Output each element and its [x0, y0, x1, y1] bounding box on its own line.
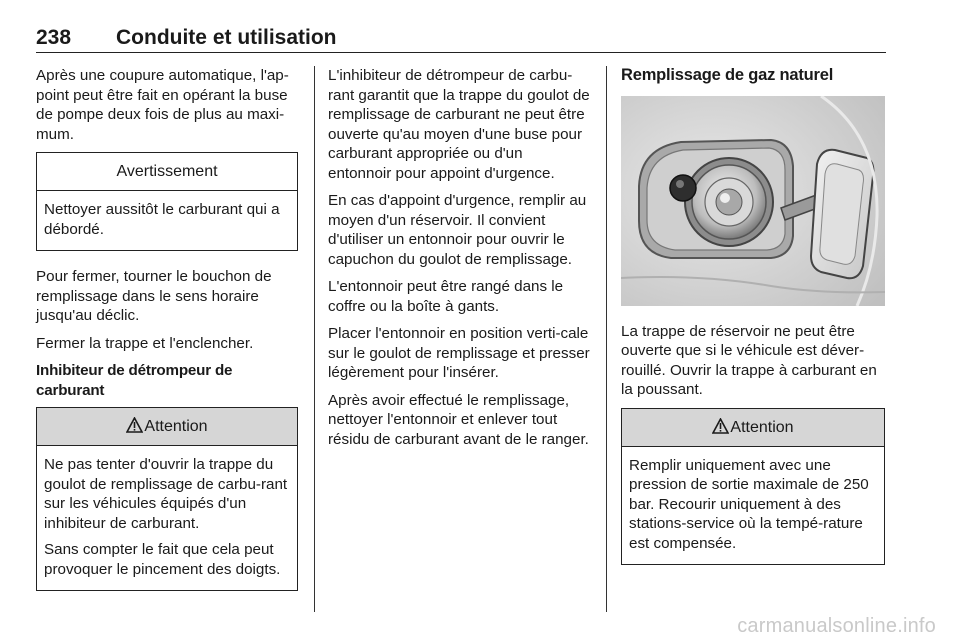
- column-3: [621, 66, 885, 581]
- closing-paragraph: Pour fermer, tourner le bouchon de remplissage dans le sens horaire jusqu'au déclic.: [36, 268, 272, 324]
- page-number: 238: [36, 26, 72, 49]
- warning-box-heading: Avertissement: [37, 153, 297, 191]
- attention-box-gas: [621, 408, 885, 566]
- warning-box-text: Nettoyer aussitôt le carburant qui a débordé.: [44, 201, 280, 238]
- column-divider: [314, 66, 315, 612]
- attention-label: Attention: [730, 418, 794, 436]
- page-title: Conduite et utilisation: [116, 26, 337, 49]
- cleanup-paragraph: Après avoir effectué le remplissage, nettoyer l'entonnoir et enlever tout résidu de carburant avant de le ranger.: [328, 391, 589, 448]
- flap-paragraph: La trappe de réservoir ne peut être ouverte que si le véhicule est déver-rouillé. Ouvrir la trappe à carburant en la poussant.: [621, 322, 877, 398]
- warning-triangle-icon: [126, 417, 143, 433]
- warning-box: [36, 152, 298, 251]
- emergency-paragraph: En cas d'appoint d'urgence, remplir au moyen d'un réservoir. Il convient d'utiliser un entonnoir pour ouvrir le capuchon du goulot de remplissage.: [328, 192, 587, 268]
- attention-box-heading: [37, 408, 297, 446]
- storage-paragraph: L'entonnoir peut être rangé dans le coffre ou la boîte à gants.: [328, 278, 564, 315]
- warning-box-body: [37, 191, 297, 250]
- latch-paragraph: Fermer la trappe et l'enclencher.: [36, 334, 254, 352]
- insert-paragraph: Placer l'entonnoir en position verti-cale sur le goulot de remplissage et presser légèrement pour l'insérer.: [328, 325, 590, 381]
- attention-gas-text: Remplir uniquement avec une pression de sortie maximale de 250 bar. Recourir uniquement à des stations-service où la tempé-rature est compensée.: [629, 456, 869, 552]
- column-2: [328, 66, 590, 457]
- attention-box: [36, 407, 298, 591]
- inhibitor-paragraph: L'inhibiteur de détrompeur de carbu-rant garantit que la trappe du goulot de remplissage de carburant ne peut être ouverte qu'au moyen d'une buse pour carburant appropriée ou d'un entonnoir pour appoint d'urgence.: [328, 67, 590, 182]
- section-subheading: Inhibiteur de détrompeur de carburant: [36, 362, 233, 399]
- section-title: Remplissage de gaz naturel: [621, 66, 834, 84]
- column-divider: [606, 66, 607, 612]
- attention-box-body: [37, 446, 297, 590]
- attention-label: Attention: [144, 418, 208, 435]
- page-header: [36, 26, 886, 53]
- attention-box-gas-heading: [622, 409, 884, 447]
- warning-triangle-icon: [712, 418, 729, 434]
- attention-text-2: Sans compter le fait que cela peut provoquer le pincement des doigts.: [44, 541, 281, 578]
- intro-paragraph: Après une coupure automatique, l'ap-point peut être fait en opérant la buse de pompe deux fois de plus au maxi-mum.: [36, 67, 289, 143]
- attention-text-1: Ne pas tenter d'ouvrir la trappe du goulot de remplissage de carbu-rant sur les véhicules équipés d'un inhibiteur de carburant.: [44, 456, 288, 532]
- watermark: carmanualsonline.info: [737, 615, 936, 637]
- attention-box-gas-body: [622, 447, 884, 565]
- column-1: [36, 66, 298, 607]
- fuel-filler-cap-illustration: [621, 96, 885, 306]
